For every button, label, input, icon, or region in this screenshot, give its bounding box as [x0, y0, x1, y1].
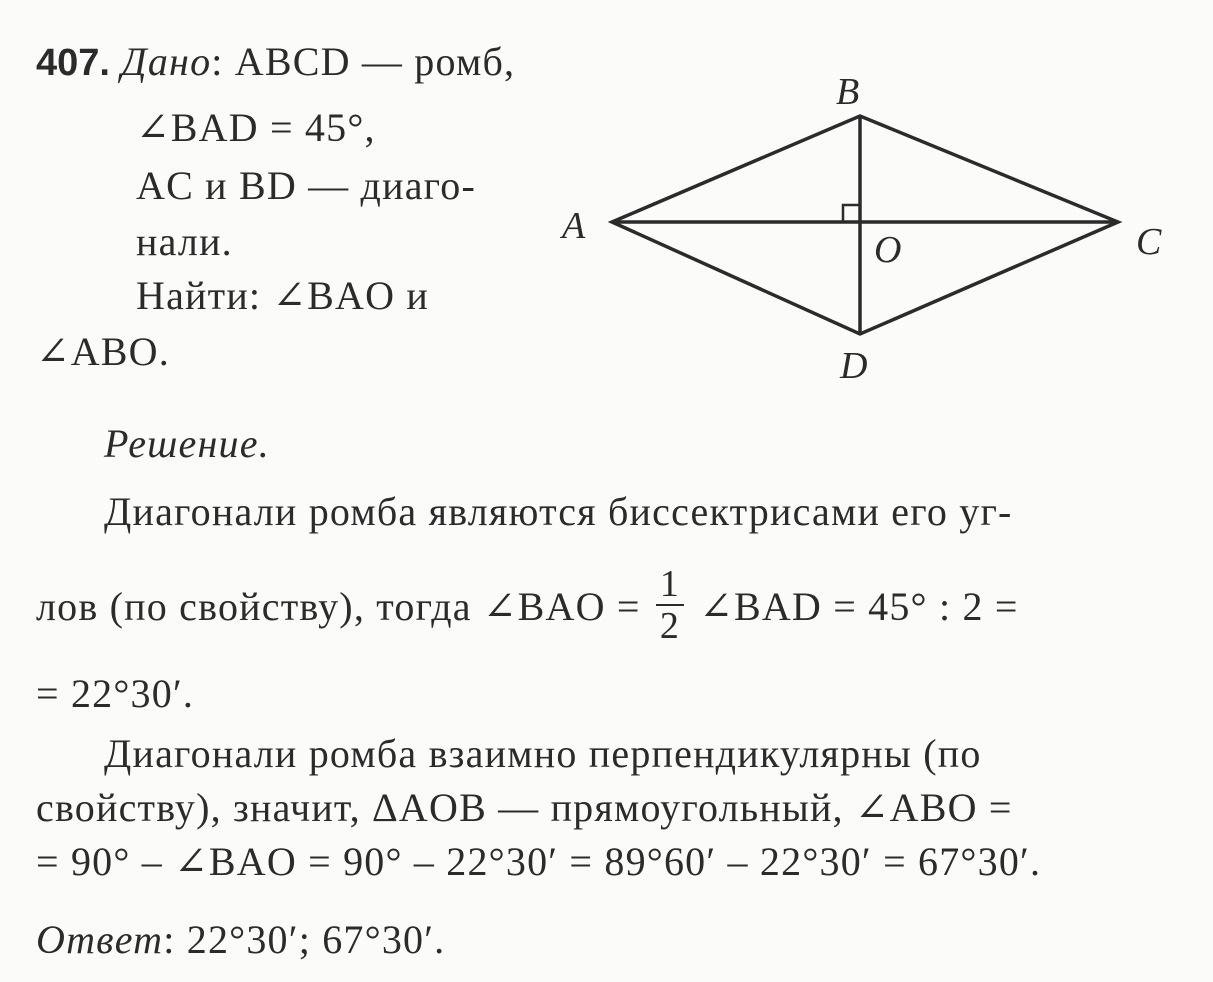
find-line-2: ∠ABO. — [36, 329, 170, 374]
solution-p1-line2 — [36, 563, 1019, 652]
vertex-label-c: C — [1136, 221, 1162, 263]
answer-label: Ответ — [36, 917, 164, 962]
solution-p1-line3: = 22°30′. — [36, 671, 195, 716]
given-diagonals: AC и BD — диаго- — [136, 163, 476, 208]
given-diagonals-cont: нали. — [136, 219, 233, 264]
fraction-denominator: 2 — [659, 605, 681, 647]
fraction-numerator: 1 — [656, 564, 684, 606]
rhombus-outline — [612, 116, 1118, 334]
vertex-label-b: B — [836, 71, 860, 113]
answer-value: : 22°30′; 67°30′. — [163, 917, 446, 962]
vertex-label-o: O — [874, 229, 902, 271]
solution-p2-line1: Диагонали ромба взаимно перпендикулярны (по — [104, 731, 982, 776]
solution-p2-line2: свойству), значит, ΔAOB — прямоугольный, ∠ABO = — [36, 785, 1013, 830]
one-half-fraction — [656, 564, 684, 646]
vertex-label-a: A — [562, 205, 586, 247]
right-angle-mark — [843, 205, 860, 222]
vertex-label-d: D — [840, 345, 868, 387]
solution-p1-line2-b: ∠BAD = 45° : 2 = — [699, 584, 1019, 630]
answer-line — [36, 916, 445, 964]
find-line: Найти: ∠BAO и — [136, 273, 430, 318]
given-label: Дано — [121, 39, 212, 84]
given-angle: ∠BAD = 45°, — [136, 105, 376, 150]
solution-p1-line2-a: лов (по свойству), тогда ∠BAO = — [36, 584, 641, 630]
solution-p2-line3: = 90° – ∠BAO = 90° – 22°30′ = 89°60′ – 22°30′ = 67°30′. — [36, 839, 1042, 884]
solution-p1-line1: Диагонали ромба являются биссектрисами его уг- — [104, 489, 1013, 534]
solution-heading: Решение. — [104, 421, 270, 466]
given-rest: : ABCD — ромб, — [211, 39, 516, 84]
problem-number: 407. — [36, 42, 110, 84]
